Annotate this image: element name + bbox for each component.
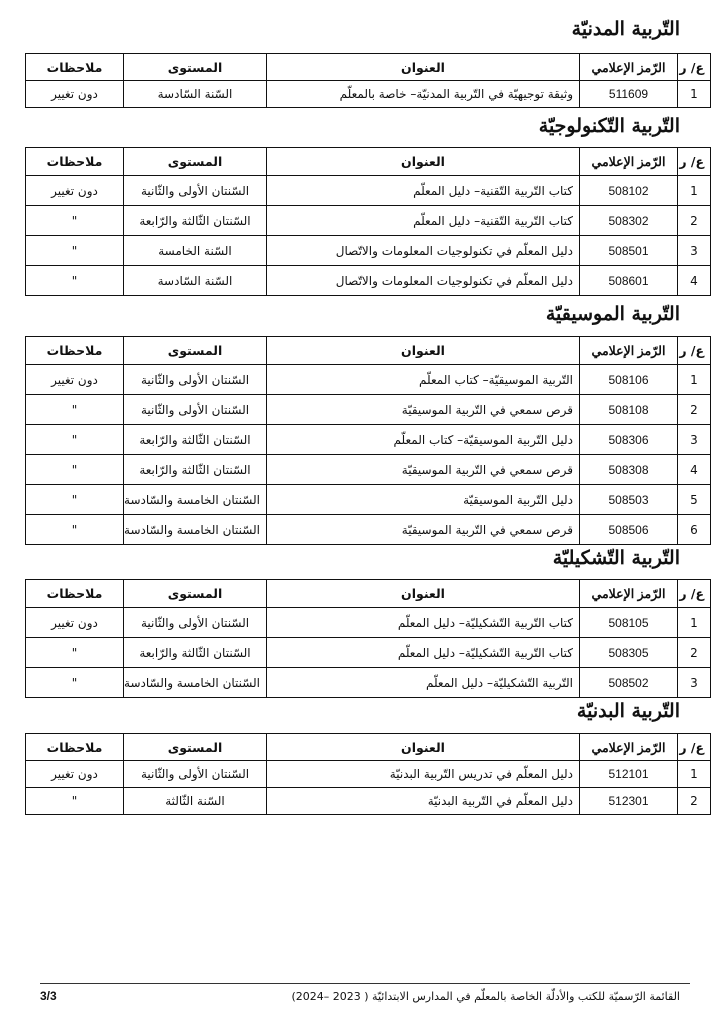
row-num: 1 bbox=[678, 365, 711, 395]
row-level: السّنة الخامسة bbox=[124, 236, 267, 266]
header-code: الرّمز الإعلامي bbox=[580, 337, 678, 365]
section-title-technology: التّربية التّكنولوجيّة bbox=[538, 115, 680, 137]
table-row bbox=[26, 608, 711, 638]
row-num: 1 bbox=[678, 81, 711, 108]
header-level: المستوى bbox=[124, 148, 267, 176]
row-notes: " bbox=[26, 395, 124, 425]
row-code: 512301 bbox=[580, 788, 678, 815]
table-row bbox=[26, 761, 711, 788]
row-code: 508302 bbox=[580, 206, 678, 236]
table-technology bbox=[25, 147, 711, 296]
header-title: العنوان bbox=[267, 54, 580, 81]
table-row bbox=[26, 425, 711, 455]
row-num: 6 bbox=[678, 515, 711, 545]
header-level: المستوى bbox=[124, 734, 267, 761]
header-level: المستوى bbox=[124, 54, 267, 81]
row-num: 3 bbox=[678, 668, 711, 698]
header-title: العنوان bbox=[267, 580, 580, 608]
row-level: السّنتان الثّالثة والرّابعة bbox=[124, 206, 267, 236]
row-code: 508501 bbox=[580, 236, 678, 266]
table-row bbox=[26, 365, 711, 395]
row-code: 508503 bbox=[580, 485, 678, 515]
header-code: الرّمز الإعلامي bbox=[580, 734, 678, 761]
header-notes: ملاحظات bbox=[26, 54, 124, 81]
row-level: السّنتان الأولى والثّانية bbox=[124, 608, 267, 638]
row-num: 1 bbox=[678, 761, 711, 788]
row-title: كتاب التّربية التّشكيليّة– دليل المعلّم bbox=[267, 638, 580, 668]
header-title: العنوان bbox=[267, 337, 580, 365]
table-row bbox=[26, 266, 711, 296]
header-notes: ملاحظات bbox=[26, 337, 124, 365]
header-notes: ملاحظات bbox=[26, 734, 124, 761]
row-notes: " bbox=[26, 515, 124, 545]
row-num: 3 bbox=[678, 236, 711, 266]
table-row bbox=[26, 485, 711, 515]
table-physical bbox=[25, 733, 711, 815]
row-title: دليل المعلّم في تكنولوجيات المعلومات والاتّصال bbox=[267, 236, 580, 266]
header-num: ع/ ر bbox=[678, 580, 711, 608]
row-level: السّنتان الأولى والثّانية bbox=[124, 761, 267, 788]
row-num: 1 bbox=[678, 608, 711, 638]
section-title-music: التّربية الموسيقيّة bbox=[545, 303, 680, 325]
table-row bbox=[26, 788, 711, 815]
header-title: العنوان bbox=[267, 734, 580, 761]
table-row bbox=[26, 638, 711, 668]
section-title-civic: التّربية المدنيّة bbox=[571, 18, 680, 40]
row-notes: " bbox=[26, 206, 124, 236]
header-code: الرّمز الإعلامي bbox=[580, 580, 678, 608]
row-code: 508105 bbox=[580, 608, 678, 638]
table-row bbox=[26, 176, 711, 206]
section-title-plastic-arts: التّربية التّشكيليّة bbox=[552, 547, 680, 569]
page-number: 3/3 bbox=[40, 989, 57, 1003]
row-level: السّنتان الثّالثة والرّابعة bbox=[124, 638, 267, 668]
table-row bbox=[26, 455, 711, 485]
table-music bbox=[25, 336, 711, 545]
row-title: دليل المعلّم في تكنولوجيات المعلومات والاتّصال bbox=[267, 266, 580, 296]
table-row bbox=[26, 206, 711, 236]
table-row bbox=[26, 515, 711, 545]
row-code: 508308 bbox=[580, 455, 678, 485]
row-code: 508102 bbox=[580, 176, 678, 206]
table-row bbox=[26, 81, 711, 108]
row-notes: دون تغيير bbox=[26, 176, 124, 206]
row-title: دليل التّربية الموسيقيّة– كتاب المعلّم bbox=[267, 425, 580, 455]
row-level: السّنتان الثّالثة والرّابعة bbox=[124, 425, 267, 455]
header-level: المستوى bbox=[124, 580, 267, 608]
row-num: 2 bbox=[678, 638, 711, 668]
table-header-row bbox=[26, 734, 711, 761]
header-num: ع/ ر bbox=[678, 54, 711, 81]
row-level: السّنتان الخامسة والسّادسة bbox=[124, 485, 267, 515]
table-header-row bbox=[26, 54, 711, 81]
table-plastic-arts bbox=[25, 579, 711, 698]
table-header-row bbox=[26, 580, 711, 608]
row-num: 4 bbox=[678, 455, 711, 485]
table-header-row bbox=[26, 148, 711, 176]
row-level: السّنتان الأولى والثّانية bbox=[124, 176, 267, 206]
row-title: التّربية الموسيقيّة– كتاب المعلّم bbox=[267, 365, 580, 395]
header-level: المستوى bbox=[124, 337, 267, 365]
row-title: دليل التّربية الموسيقيّة bbox=[267, 485, 580, 515]
row-title: وثيقة توجيهيّة في التّربية المدنيّة– خاصة بالمعلّم bbox=[267, 81, 580, 108]
row-code: 508506 bbox=[580, 515, 678, 545]
row-code: 511609 bbox=[580, 81, 678, 108]
row-num: 2 bbox=[678, 395, 711, 425]
row-level: السّنتان الأولى والثّانية bbox=[124, 395, 267, 425]
row-num: 2 bbox=[678, 206, 711, 236]
row-num: 5 bbox=[678, 485, 711, 515]
row-title: دليل المعلّم في التّربية البدنيّة bbox=[267, 788, 580, 815]
row-title: كتاب التّربية التّقنية– دليل المعلّم bbox=[267, 206, 580, 236]
table-row bbox=[26, 668, 711, 698]
section-title-physical: التّربية البدنيّة bbox=[576, 700, 680, 722]
row-level: السّنتان الخامسة والسّادسة bbox=[124, 668, 267, 698]
header-code: الرّمز الإعلامي bbox=[580, 54, 678, 81]
header-code: الرّمز الإعلامي bbox=[580, 148, 678, 176]
row-notes: " bbox=[26, 668, 124, 698]
row-title: قرص سمعي في التّربية الموسيقيّة bbox=[267, 395, 580, 425]
row-level: السّنتان الثّالثة والرّابعة bbox=[124, 455, 267, 485]
row-code: 508502 bbox=[580, 668, 678, 698]
row-code: 508108 bbox=[580, 395, 678, 425]
row-level: السّنة السّادسة bbox=[124, 266, 267, 296]
row-code: 508106 bbox=[580, 365, 678, 395]
row-level: السّنة الثّالثة bbox=[124, 788, 267, 815]
row-notes: " bbox=[26, 455, 124, 485]
row-num: 4 bbox=[678, 266, 711, 296]
header-notes: ملاحظات bbox=[26, 580, 124, 608]
footer-divider bbox=[40, 983, 690, 984]
table-civic bbox=[25, 53, 711, 108]
row-num: 1 bbox=[678, 176, 711, 206]
row-level: السّنة السّادسة bbox=[124, 81, 267, 108]
row-num: 2 bbox=[678, 788, 711, 815]
row-title: كتاب التّربية التّقنية– دليل المعلّم bbox=[267, 176, 580, 206]
header-num: ع/ ر bbox=[678, 148, 711, 176]
header-title: العنوان bbox=[267, 148, 580, 176]
row-notes: " bbox=[26, 236, 124, 266]
row-notes: دون تغيير bbox=[26, 365, 124, 395]
row-notes: " bbox=[26, 425, 124, 455]
header-num: ع/ ر bbox=[678, 337, 711, 365]
row-notes: دون تغيير bbox=[26, 761, 124, 788]
row-notes: " bbox=[26, 266, 124, 296]
row-title: التّربية التّشكيليّة– دليل المعلّم bbox=[267, 668, 580, 698]
row-num: 3 bbox=[678, 425, 711, 455]
row-code: 508601 bbox=[580, 266, 678, 296]
footer-text: القائمة الرّسميّة للكتب والأدلّة الخاصة بالمعلّم في المدارس الابتدائيّة ( 2023 –2024) bbox=[291, 990, 680, 1003]
row-title: قرص سمعي في التّربية الموسيقيّة bbox=[267, 455, 580, 485]
row-code: 508305 bbox=[580, 638, 678, 668]
row-notes: " bbox=[26, 638, 124, 668]
row-title: كتاب التّربية التّشكيليّة– دليل المعلّم bbox=[267, 608, 580, 638]
row-level: السّنتان الأولى والثّانية bbox=[124, 365, 267, 395]
table-header-row bbox=[26, 337, 711, 365]
row-code: 508306 bbox=[580, 425, 678, 455]
header-notes: ملاحظات bbox=[26, 148, 124, 176]
row-notes: " bbox=[26, 485, 124, 515]
table-row bbox=[26, 236, 711, 266]
row-notes: دون تغيير bbox=[26, 608, 124, 638]
row-notes: دون تغيير bbox=[26, 81, 124, 108]
row-level: السّنتان الخامسة والسّادسة bbox=[124, 515, 267, 545]
row-title: قرص سمعي في التّربية الموسيقيّة bbox=[267, 515, 580, 545]
row-code: 512101 bbox=[580, 761, 678, 788]
table-row bbox=[26, 395, 711, 425]
header-num: ع/ ر bbox=[678, 734, 711, 761]
row-title: دليل المعلّم في تدريس التّربية البدنيّة bbox=[267, 761, 580, 788]
row-notes: " bbox=[26, 788, 124, 815]
